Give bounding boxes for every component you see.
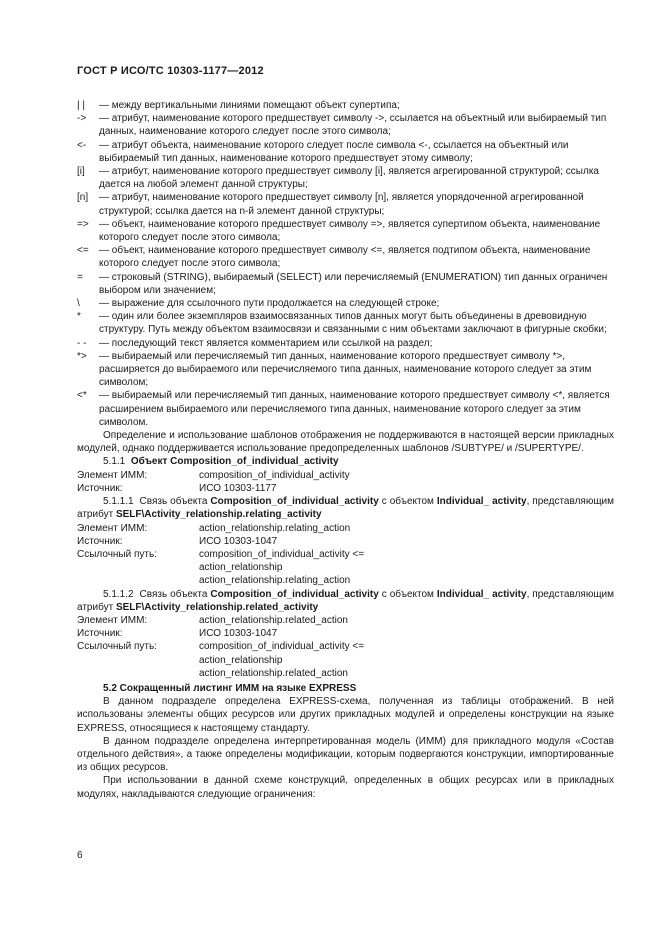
definitions-list bbox=[77, 99, 614, 429]
definition-symbol: <= bbox=[77, 245, 89, 257]
reference-path-line: action_relationship bbox=[199, 654, 283, 666]
definition-text: — один или более экземпляров взаимосвязанных типов данных могут быть объединены в древовидную структуру. Путь между объектом взаимосвязи и связанными с ним объектами заключают в фигурные скобки; bbox=[99, 311, 607, 336]
body-paragraph: При использовании в данной схеме конструкций, определенных в общих ресурсах или в прикладных модулях, накладываются следующие ограничения: bbox=[77, 775, 614, 800]
entity-name: Individual_ activity bbox=[436, 588, 527, 600]
mapping-value: action_relationship.relating_action bbox=[199, 522, 351, 534]
heading-text: , представляющим атрибут bbox=[77, 588, 615, 613]
definition-symbol: => bbox=[77, 218, 89, 230]
mapping-key: Ссылочный путь: bbox=[77, 641, 157, 653]
definition-item bbox=[77, 218, 614, 244]
section-title: Объект Composition_of_individual_activity bbox=[130, 456, 339, 468]
reference-path-line: action_relationship.relating_action bbox=[199, 575, 351, 587]
definition-symbol: \ bbox=[77, 298, 80, 310]
document-header: ГОСТ Р ИСО/ТС 10303-1177—2012 bbox=[77, 65, 264, 77]
mapping-row bbox=[77, 614, 614, 627]
entity-name: Individual_ activity bbox=[436, 496, 527, 508]
section-number: 5.1.1.2 bbox=[103, 588, 134, 600]
mapping-value: composition_of_individual_activity <= bbox=[199, 641, 365, 653]
entity-name: Composition_of_individual_activity bbox=[210, 496, 379, 508]
mapping-row bbox=[77, 482, 614, 495]
definition-text: — выражение для ссылочного пути продолжается на следующей строке; bbox=[99, 298, 440, 310]
mapping-value: composition_of_individual_activity bbox=[199, 469, 350, 481]
definition-text: — атрибут, наименование которого предшествует символу [i], является агрегированной структурой; ссылка дается на любой элемент данной структуры; bbox=[99, 166, 599, 191]
section-5-1-1-2-heading bbox=[77, 588, 614, 614]
mapping-value: composition_of_individual_activity <= bbox=[199, 548, 365, 560]
definition-item bbox=[77, 244, 614, 270]
section-number: 5.1.1 bbox=[103, 456, 126, 468]
mapping-key: Элемент ИММ: bbox=[77, 614, 148, 626]
definition-symbol: - - bbox=[77, 337, 87, 349]
mapping-value: ИСО 10303-1177 bbox=[199, 482, 277, 494]
definition-item bbox=[77, 297, 614, 310]
reference-path-line: action_relationship.related_action bbox=[199, 667, 348, 679]
mapping-row bbox=[77, 535, 614, 548]
definition-item bbox=[77, 337, 614, 350]
mapping-row bbox=[77, 469, 614, 482]
section-5-1-1-1-heading bbox=[77, 495, 614, 521]
definition-item bbox=[77, 389, 614, 429]
mapping-key: Источник: bbox=[77, 535, 123, 547]
mapping-row bbox=[77, 548, 614, 561]
definition-text: — последующий текст является комментарием или ссылкой на раздел; bbox=[99, 337, 433, 349]
definition-text: — атрибут, наименование которого предшествует символу [n], является упорядоченной агрегированной структурой; ссылка дается на n-й элемент данной структуры; bbox=[99, 192, 584, 217]
definition-symbol: <* bbox=[77, 390, 87, 402]
heading-text: Связь объекта bbox=[139, 588, 208, 600]
mapping-row bbox=[77, 627, 614, 640]
definition-item bbox=[77, 165, 614, 191]
heading-text: , представляющим атрибут bbox=[77, 496, 615, 521]
definition-symbol: <- bbox=[77, 139, 87, 151]
section-number: 5.1.1.1 bbox=[103, 496, 134, 508]
definition-item bbox=[77, 112, 614, 138]
page-body bbox=[77, 99, 614, 801]
entity-name: Composition_of_individual_activity bbox=[210, 588, 379, 600]
definition-item bbox=[77, 310, 614, 336]
mapping-key: Элемент ИММ: bbox=[77, 522, 148, 534]
mapping-key: Элемент ИММ: bbox=[77, 469, 148, 481]
definition-text: — объект, наименование которого предшествует символу =>, является супертипом объекта, наименование которого следует после этого символа; bbox=[99, 218, 601, 244]
mapping-row bbox=[77, 640, 614, 653]
definition-item bbox=[77, 350, 614, 390]
mapping-key: Ссылочный путь: bbox=[77, 548, 157, 560]
reference-path-line: action_relationship bbox=[199, 562, 283, 574]
definition-item bbox=[77, 99, 614, 112]
definition-symbol: = bbox=[77, 271, 83, 283]
heading-text: с объектом bbox=[381, 588, 434, 600]
mapping-value: ИСО 10303-1047 bbox=[199, 535, 278, 547]
definition-symbol: -> bbox=[77, 113, 87, 125]
definition-text: — объект, наименование которого предшествует символу <=, является подтипом объекта, наименование которого следует после этого символа; bbox=[99, 245, 591, 270]
mapping-value: ИСО 10303-1047 bbox=[199, 628, 278, 640]
section-5-1-1-heading bbox=[77, 455, 614, 468]
heading-text: с объектом bbox=[381, 496, 434, 508]
definition-text: — атрибут, наименование которого предшествует символу ->, ссылается на объектный или выбираемый тип данных, наименование которого следует после этого символа; bbox=[99, 113, 607, 138]
mapping-value: action_relationship.related_action bbox=[199, 614, 348, 626]
definition-symbol: * bbox=[77, 311, 81, 323]
definition-text: — между вертикальными линиями помещают объект супертипа; bbox=[99, 100, 400, 111]
attribute-name: SELF\Activity_relationship.relating_activity bbox=[115, 509, 322, 521]
mapping-key: Источник: bbox=[77, 628, 123, 640]
definition-item bbox=[77, 191, 614, 217]
definition-symbol: [i] bbox=[77, 166, 85, 178]
definition-text: — строковый (STRING), выбираемый (SELECT) или перечисляемый (ENUMERATION) тип данных ограничен выбором или значением; bbox=[99, 271, 608, 296]
body-paragraph: В данном подразделе определена EXPRESS-схема, полученная из таблицы отображений. В ней использованы элементы общих ресурсов или других прикладных модулей и определены конструкции на языке EXPRESS, относящиеся к настоящему стандарту. bbox=[77, 696, 614, 734]
attribute-name: SELF\Activity_relationship.related_activity bbox=[115, 601, 319, 613]
body-paragraph: В данном подразделе определена интерпретированная модель (ИММ) для прикладного модуля «Состав отдельного действия», а также определены модификации, которым подвергаются конструкции, импортированные из общих ресурсов. bbox=[77, 735, 614, 774]
heading-text: Связь объекта bbox=[139, 496, 208, 508]
definition-text: — выбираемый или перечисляемый тип данных, наименование которого предшествует символу <*, является расширением выбираемого или перечисляемого типа данных, наименование которого следует за этим символом. bbox=[99, 390, 610, 428]
definition-item bbox=[77, 139, 614, 165]
mapping-row bbox=[77, 522, 614, 535]
section-5-2-heading: 5.2 Сокращенный листинг ИММ на языке EXPRESS bbox=[103, 682, 357, 694]
templates-paragraph: Определение и использование шаблонов отображения не поддерживаются в настоящей версии прикладных модулей, однако поддерживается использование предопределенных шаблонов /SUBTYPE/ и /SUPERTYPE/. bbox=[77, 430, 614, 455]
definition-symbol: [n] bbox=[77, 192, 89, 204]
page-number: 6 bbox=[77, 850, 83, 861]
definition-symbol: | | bbox=[77, 100, 85, 111]
definition-item bbox=[77, 271, 614, 297]
mapping-key: Источник: bbox=[77, 482, 123, 494]
definition-symbol: *> bbox=[77, 350, 87, 362]
definition-text: — выбираемый или перечисляемый тип данных, наименование которого предшествует символу *>, расширяется до выбираемого или перечисляемого типа данных, наименование которого следует за этим символом; bbox=[99, 350, 592, 389]
definition-text: — атрибут объекта, наименование которого следует после символа <-, ссылается на объектный или выбираемый тип данных, наименование которого предшествует этому символу; bbox=[99, 139, 569, 164]
